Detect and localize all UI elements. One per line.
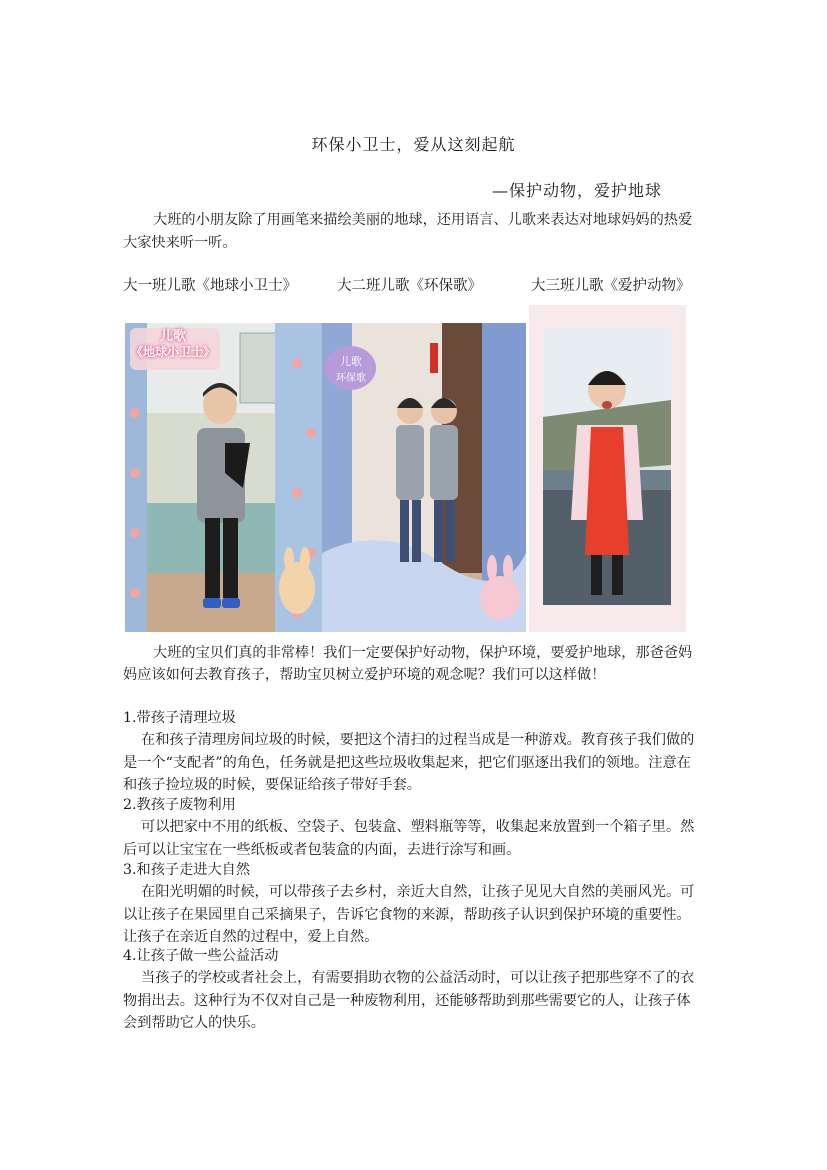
section-3-heading: 3.和孩子走进大自然 (123, 862, 251, 878)
photo-class-1-boy (125, 323, 322, 632)
section-1-heading: 1.带孩子清理垃圾 (123, 710, 236, 726)
intro-paragraph: 大班的小朋友除了用画笔来描绘美丽的地球，还用语言、儿歌来表达对地球妈妈的热爱大家快来听一听。 (123, 212, 693, 251)
section-1-text: 在和孩子清理房间垃圾的时候，要把这个清扫的过程当成是一种游戏。教育孩子我们做的是一个“支配者”的角色，任务就是把这些垃圾收集起来，把它们驱逐出我们的领地。注意在和孩子捡垃圾的时候，要保证给孩子带好手套。 (123, 732, 695, 793)
caption-class-2: 大二班儿歌《环保歌》 (337, 278, 482, 294)
photo1-label-line2: 《地球小卫士》 (131, 345, 216, 359)
section-2-text: 可以把家中不用的纸板、空袋子、包装盒、塑料瓶等等，收集起来放置到一个箱子里。然后可以让宝宝在一些纸板或者包装盒的内面，去进行涂写和画。 (123, 819, 695, 858)
section-2-heading: 2.教孩子废物利用 (123, 797, 236, 813)
photo-class-2-girls (322, 323, 526, 632)
photo1-label-line1: 儿歌 (160, 329, 187, 344)
praise-paragraph: 大班的宝贝们真的非常棒！我们一定要保护好动物，保护环境，要爱护地球，那爸爸妈妈应该如何去教育孩子，帮助宝贝树立爱护环境的观念呢？我们可以这样做！ (123, 645, 693, 683)
photo-class-3-girl (529, 305, 686, 632)
photo2-label-line2: 环保歌 (336, 373, 366, 384)
caption-class-3: 大三班儿歌《爱护动物》 (531, 278, 691, 294)
section-4-heading: 4.让孩子做一些公益活动 (123, 948, 279, 964)
page-title: 环保小卫士，爱从这刻起航 (311, 135, 516, 154)
photo2-label-line1: 儿歌 (340, 355, 362, 368)
caption-class-1: 大一班儿歌《地球小卫士》 (123, 278, 297, 294)
page-subtitle: —保护动物，爱护地球 (492, 181, 663, 200)
section-4-text: 当孩子的学校或者社会上，有需要捐助衣物的公益活动时，可以让孩子把那些穿不了的衣物捐出去。这种行为不仅对自己是一种废物利用，还能够帮助到那些需要它的人，让孩子体会到帮助它人的快乐。 (123, 970, 695, 1031)
section-3-text: 在阳光明媚的时候，可以带孩子去乡村，亲近大自然，让孩子见见大自然的美丽风光。可以让孩子在果园里自己采摘果子，告诉它食物的来源，帮助孩子认识到保护环境的重要性。让孩子在亲近自然的过程中，爱上自然。 (123, 884, 695, 945)
